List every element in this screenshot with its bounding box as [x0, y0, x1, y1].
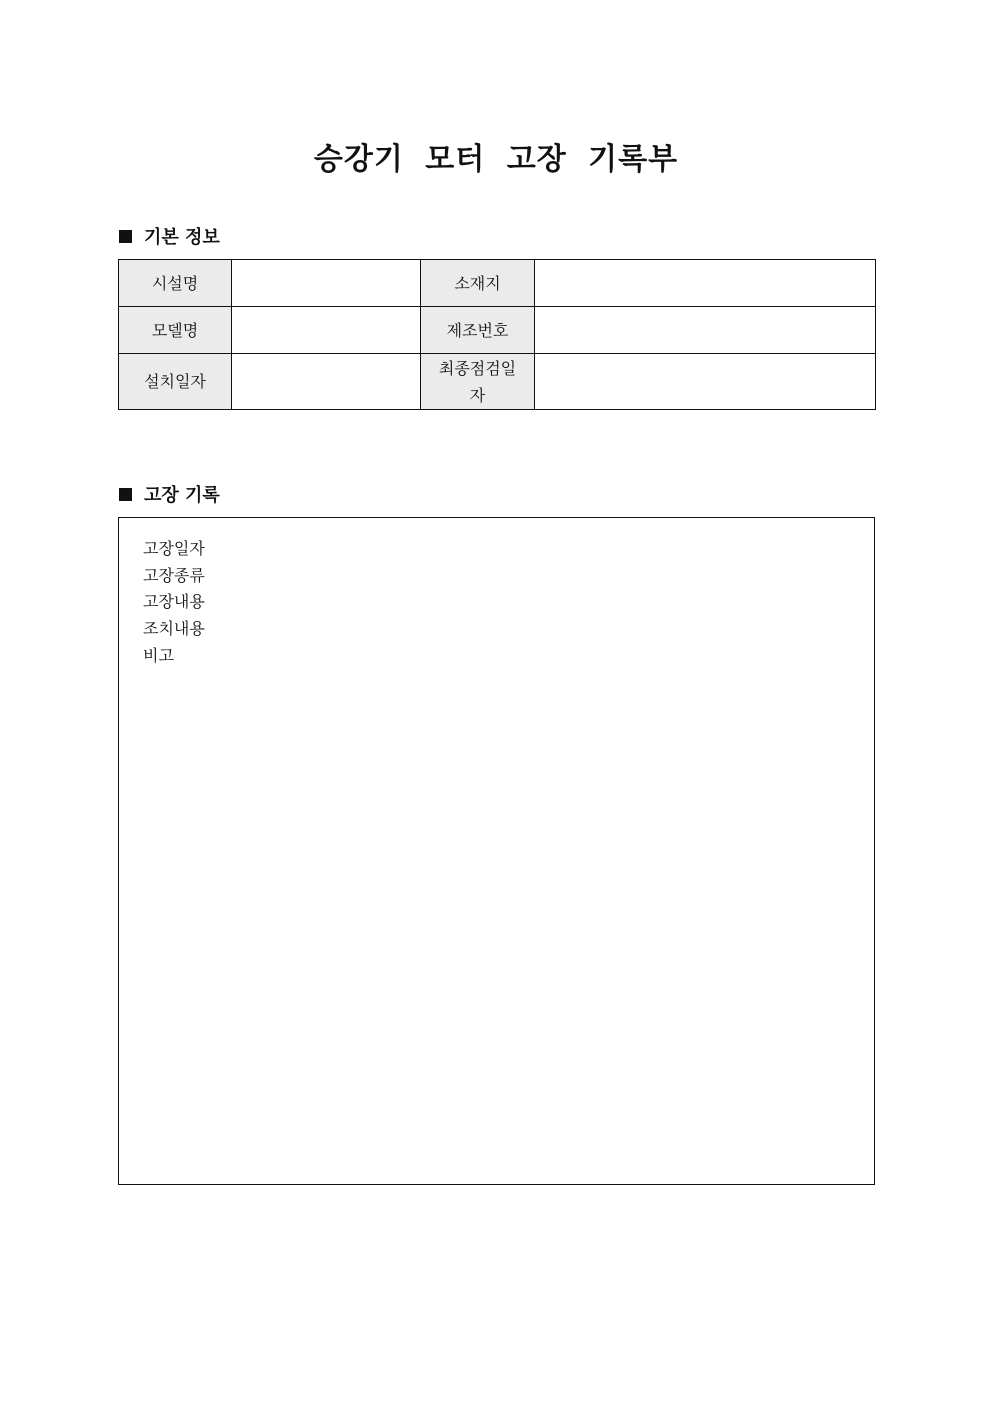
section-heading-label: 기본 정보 — [144, 227, 220, 248]
label-cell-facility-name: 시설명 — [119, 260, 232, 307]
list-item-fault-content: 고장내용 — [143, 592, 205, 612]
section-heading-basic-info — [119, 223, 220, 249]
value-cell-serial-number[interactable] — [535, 307, 876, 354]
page-title: 승강기 모터 고장 기록부 — [313, 142, 679, 177]
table-row — [119, 354, 876, 410]
square-bullet-icon — [119, 230, 132, 243]
square-bullet-icon — [119, 488, 132, 501]
section-heading-label: 고장 기록 — [144, 485, 220, 506]
table-row — [119, 307, 876, 354]
value-cell-location[interactable] — [535, 260, 876, 307]
value-cell-install-date[interactable] — [232, 354, 421, 410]
list-item-fault-type: 고장종류 — [143, 565, 205, 585]
value-cell-facility-name[interactable] — [232, 260, 421, 307]
label-cell-install-date: 설치일자 — [119, 354, 232, 410]
label-cell-serial-number: 제조번호 — [421, 307, 535, 354]
label-cell-location: 소재지 — [421, 260, 535, 307]
fault-record-fields — [143, 536, 205, 670]
label-cell-last-inspection-date: 최종점검일자 — [421, 354, 535, 410]
label-cell-model-name: 모델명 — [119, 307, 232, 354]
fault-record-box[interactable] — [118, 517, 875, 1185]
list-item-fault-date: 고장일자 — [143, 539, 205, 558]
value-cell-last-inspection-date[interactable] — [535, 354, 876, 410]
basic-info-table — [118, 259, 876, 410]
list-item-remarks: 비고 — [143, 645, 174, 665]
list-item-action-taken: 조치내용 — [143, 619, 205, 639]
table-row — [119, 260, 876, 307]
value-cell-model-name[interactable] — [232, 307, 421, 354]
section-heading-fault-record — [119, 481, 220, 507]
